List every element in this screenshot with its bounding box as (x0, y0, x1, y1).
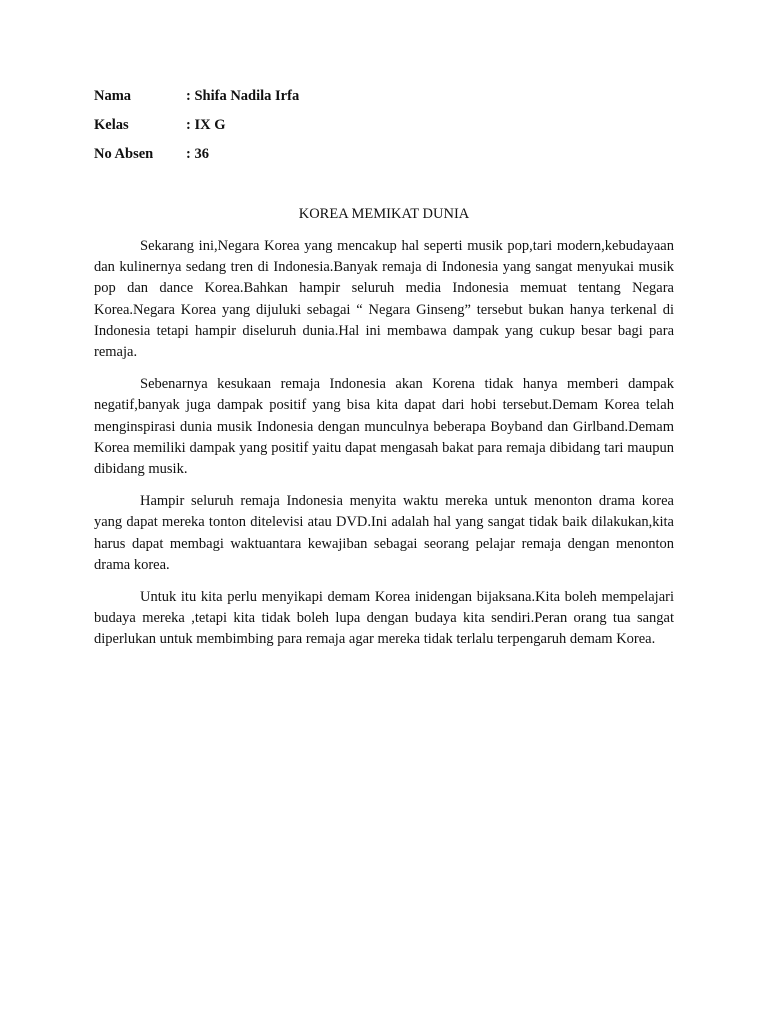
info-label-name: Nama (94, 88, 132, 104)
info-label-absen: No Absen (94, 146, 154, 162)
paragraph-4: Untuk itu kita perlu menyikapi demam Korea inidengan bijaksana.Kita boleh mempelajari budaya mereka ,tetapi kita tidak boleh lupa dengan budaya kita sendiri.Peran orang tua sangat diperlukan untuk membimbing para remaja agar mereka tidak terlalu terpengaruh demam Korea. (94, 589, 674, 648)
info-row-class (94, 115, 299, 144)
paragraph-2: Sebenarnya kesukaan remaja Indonesia akan Korena tidak hanya memberi dampak negatif,banyak juga dampak positif yang bisa kita dapat dari hobi tersebut.Demam Korea telah menginspirasi dunia musik Indonesia dengan munculnya beberapa Boyband dan Girlband.Demam Korea memiliki dampak yang positif yaitu dapat mengasah bakat para remaja dibidang tari maupun dibidang musik. (94, 376, 674, 478)
info-label-class: Kelas (94, 117, 129, 133)
info-value-class: : IX G (186, 117, 226, 133)
info-value-name: : Shifa Nadila Irfa (186, 88, 300, 104)
info-value-absen: : 36 (186, 146, 209, 162)
info-row-name (94, 86, 299, 115)
paragraph-3: Hampir seluruh remaja Indonesia menyita waktu mereka untuk menonton drama korea yang dapat mereka tonton ditelevisi atau DVD.Ini adalah hal yang sangat tidak baik dilakukan,kita harus dapat membagi waktuantara kewajiban sebagai seorang pelajar remaja dengan menonton drama korea. (94, 493, 674, 573)
document-body (94, 236, 674, 662)
document-title: KOREA MEMIKAT DUNIA (298, 206, 470, 222)
student-info (94, 86, 299, 173)
paragraph-1: Sekarang ini,Negara Korea yang mencakup hal seperti musik pop,tari modern,kebudayaan dan kulinernya sedang tren di Indonesia.Banyak remaja di Indonesia yang sangat menyukai musik pop dan dance Korea.Bahkan hampir seluruh media Indonesia memuat tentang Negara Korea.Negara Korea yang dijuluki sebagai “ Negara Ginseng” tersebut bukan hanya terkenal di Indonesia tetapi hampir diseluruh dunia.Hal ini membawa dampak yang cukup besar bagi para remaja. (94, 238, 674, 361)
info-row-absen (94, 144, 299, 173)
